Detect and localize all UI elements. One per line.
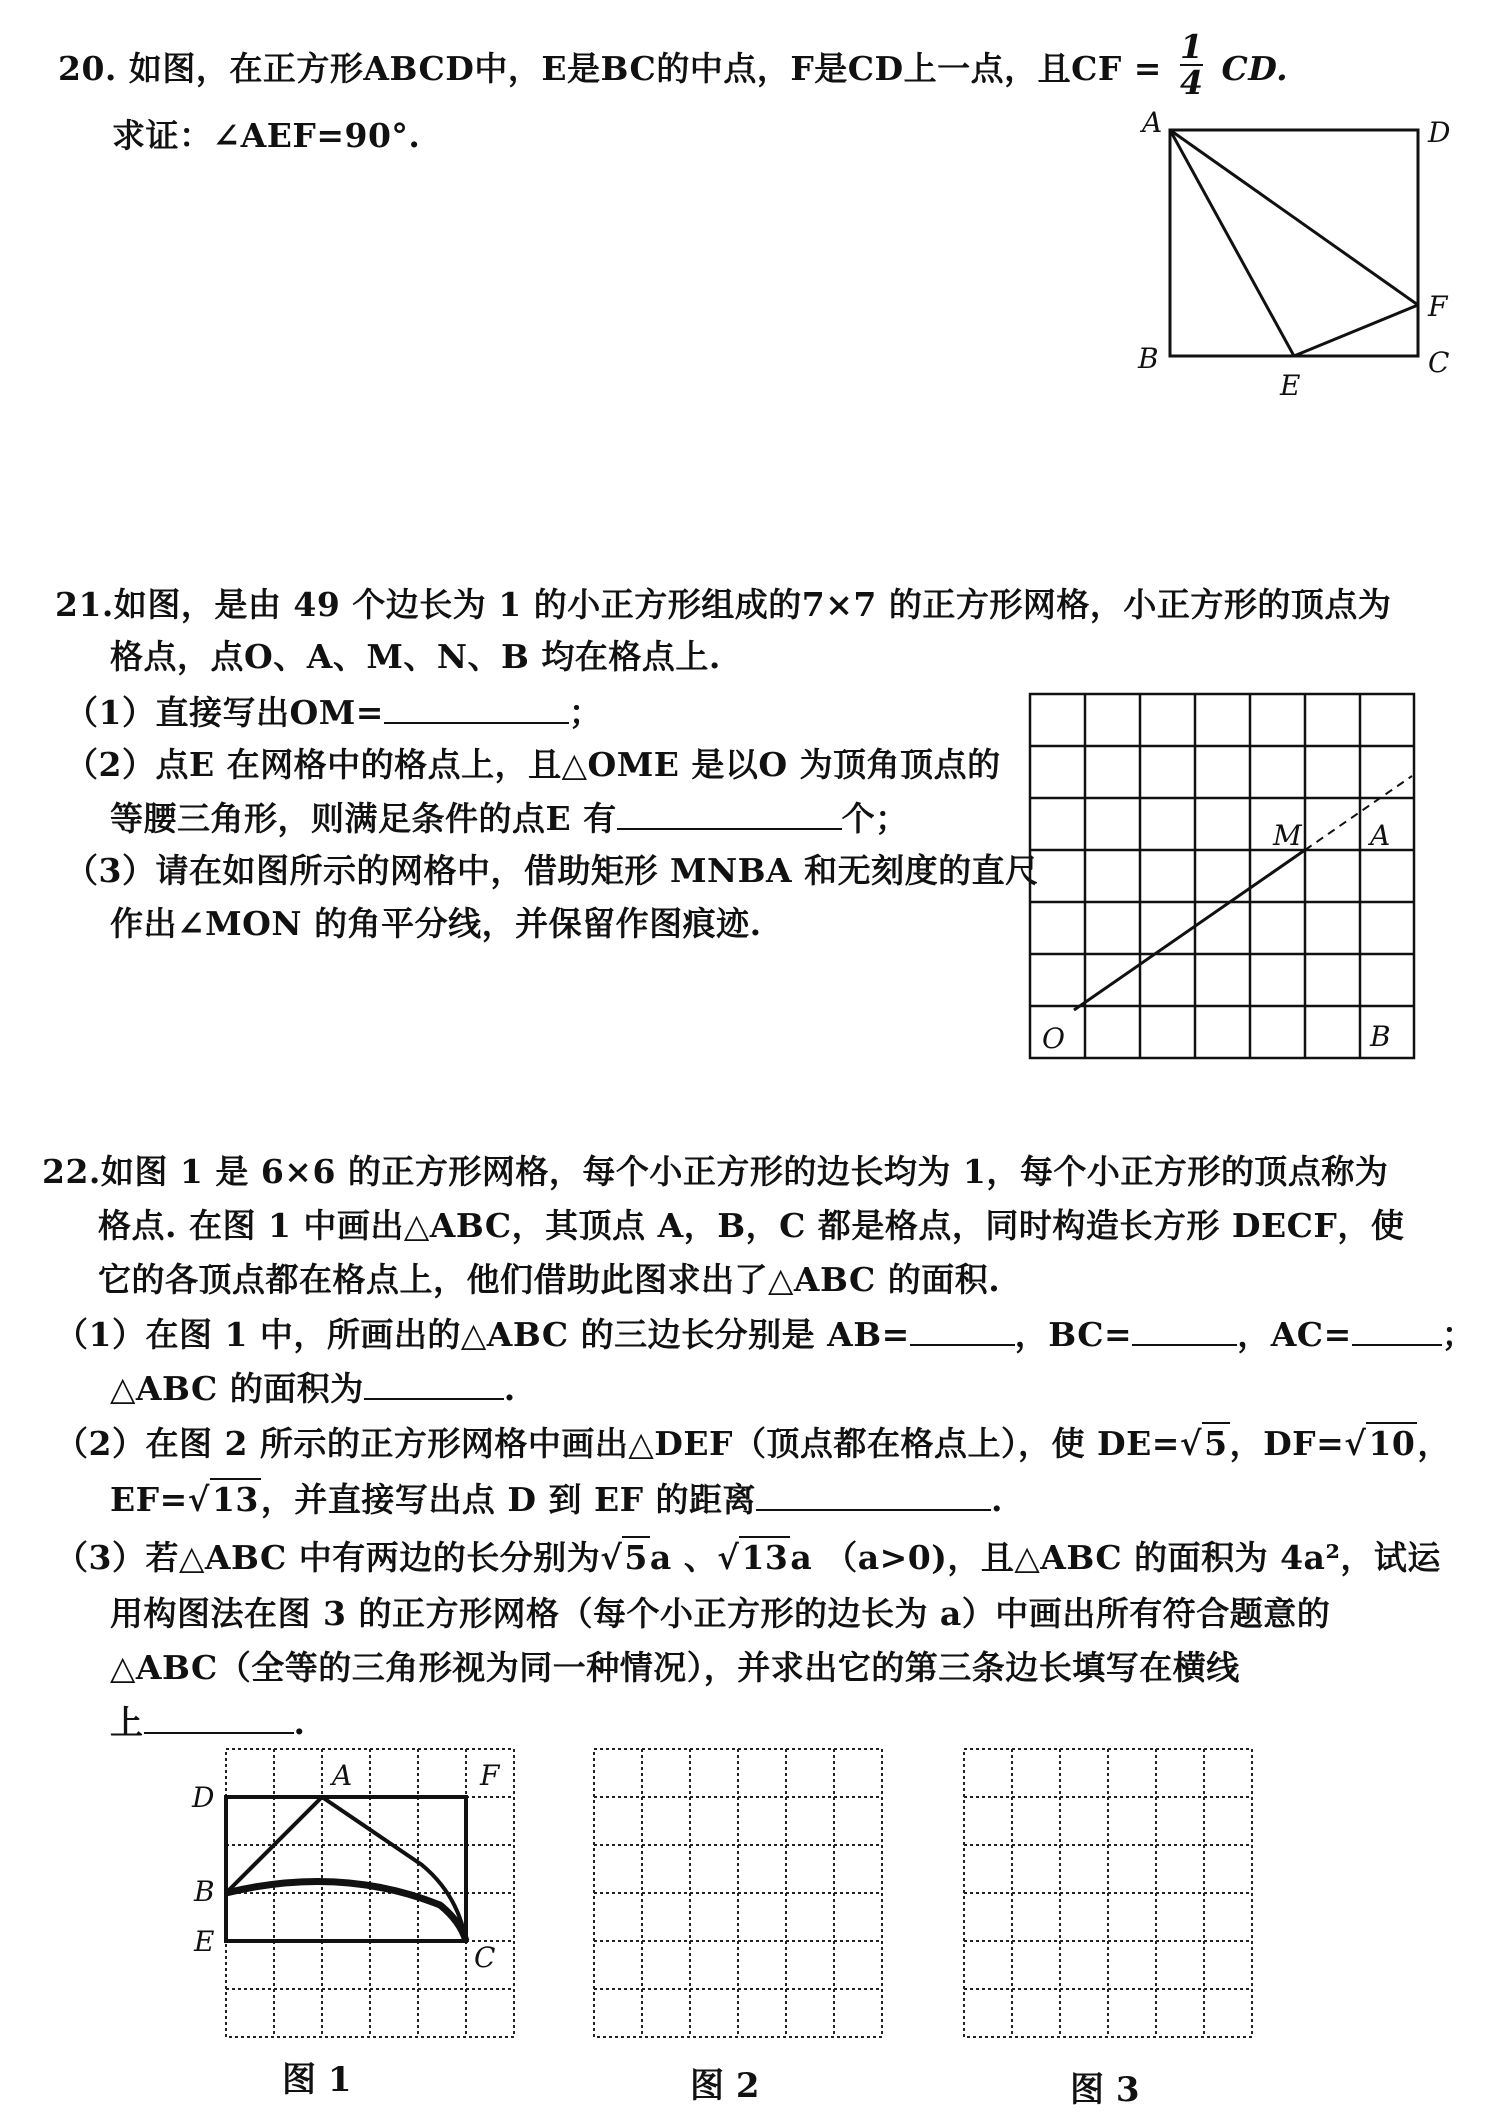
q22-part3-end-text: 上 bbox=[110, 1703, 144, 1742]
q22-part1-ab-text: （1）在图 1 中，所画出的△ABC 的三边长分别是 AB= bbox=[55, 1315, 910, 1354]
q20-label-d: D bbox=[1428, 116, 1451, 149]
q20-statement bbox=[58, 27, 1289, 106]
q22-fig1-label-b: B bbox=[194, 1875, 215, 1908]
q20-fraction-denominator: 4 bbox=[1179, 63, 1204, 102]
q22-part2-sqrt5: √5 bbox=[1179, 1424, 1228, 1463]
q22-line1: 22.如图 1 是 6×6 的正方形网格，每个小正方形的边长均为 1，每个小正方形的顶点称为 bbox=[42, 1152, 1389, 1191]
q20-label-a: A bbox=[1142, 110, 1163, 139]
q22-part1-line2 bbox=[110, 1368, 516, 1409]
q22-part2-end: . bbox=[991, 1480, 1004, 1519]
q22-fig1-label-f: F bbox=[480, 1759, 500, 1792]
q22-fig1-label-e: E bbox=[194, 1925, 215, 1958]
q22-part3-end: . bbox=[293, 1703, 306, 1742]
q22-figure-2 bbox=[590, 1745, 890, 2045]
q20-square bbox=[1170, 130, 1418, 356]
q22-part2-line1 bbox=[55, 1424, 1451, 1464]
q20-label-e: E bbox=[1280, 369, 1301, 402]
q22-fig1-label-d: D bbox=[192, 1781, 215, 1814]
q22-fig1-segment-ac bbox=[322, 1797, 466, 1941]
q21-part2-line2 bbox=[110, 798, 909, 839]
q22-part1-line1 bbox=[55, 1314, 1475, 1355]
q22-part1-end: ； bbox=[1441, 1315, 1476, 1354]
q22-fig1-rectangle-decf bbox=[226, 1797, 466, 1941]
q22-part2-text-c: ， bbox=[1417, 1424, 1451, 1463]
q22-fig1-segment-bc bbox=[226, 1881, 466, 1941]
q21-label-o: O bbox=[1042, 1022, 1065, 1055]
q22-part1-bc-text: ，BC= bbox=[1014, 1315, 1133, 1354]
q20-label-b: B bbox=[1138, 342, 1159, 375]
q21-part3-line2: 作出∠MON 的角平分线，并保留作图痕迹. bbox=[110, 904, 762, 943]
q21-grid-border bbox=[1030, 694, 1414, 1058]
q21-part2-line1: （2）点E 在网格中的格点上，且△OME 是以O 为顶角顶点的 bbox=[65, 745, 1001, 784]
q22-part1-ac-blank[interactable] bbox=[1352, 1314, 1442, 1346]
q20-text-tail: CD. bbox=[1221, 49, 1289, 88]
q21-line2: 格点，点O、A、M、N、B 均在格点上. bbox=[110, 637, 721, 676]
q22-part1-area-end: . bbox=[503, 1369, 516, 1408]
q20-segment-ae bbox=[1170, 130, 1294, 356]
q20-fraction-numerator: 1 bbox=[1179, 27, 1204, 66]
q22-part2-ef-text: EF= bbox=[110, 1480, 188, 1519]
q21-part1-blank[interactable] bbox=[384, 692, 569, 724]
q22-fig1-label-c: C bbox=[474, 1941, 496, 1974]
q20-segment-af bbox=[1170, 130, 1418, 305]
q21-label-m: M bbox=[1273, 819, 1302, 852]
q22-part1-bc-blank[interactable] bbox=[1132, 1314, 1237, 1346]
q22-part3-sqrt5: √5 bbox=[600, 1538, 648, 1577]
q22-part3-text-a: （3）若△ABC 中有两边的长分别为 bbox=[55, 1538, 601, 1577]
q20-prove: 求证：∠AEF=90°. bbox=[112, 116, 421, 155]
q20-square-figure bbox=[1130, 110, 1460, 410]
q21-part1-text: （1）直接写出OM= bbox=[65, 693, 384, 732]
q20-fraction bbox=[1179, 27, 1204, 102]
q22-figure-2-caption: 图 2 bbox=[690, 2066, 760, 2106]
q21-part2-blank[interactable] bbox=[617, 798, 842, 830]
q22-part3-text-c: a （a>0)，且△ABC 的面积为 4a²，试运 bbox=[790, 1538, 1441, 1577]
q22-figure-3 bbox=[960, 1745, 1260, 2045]
q21-ray-om bbox=[1074, 850, 1305, 1010]
q22-part2-distance-blank[interactable] bbox=[756, 1479, 991, 1511]
q22-line2: 格点. 在图 1 中画出△ABC，其顶点 A，B，C 都是格点，同时构造长方形 DECF，使 bbox=[98, 1206, 1405, 1245]
q22-part2-text-a: （2）在图 2 所示的正方形网格中画出△DEF（顶点都在格点上），使 DE= bbox=[55, 1424, 1180, 1463]
q22-figure-1-caption: 图 1 bbox=[282, 2060, 352, 2100]
q22-part3-line1 bbox=[55, 1538, 1441, 1578]
q22-part1-ac-text: ，AC= bbox=[1237, 1315, 1352, 1354]
q21-line1: 21.如图，是由 49 个边长为 1 的小正方形组成的7×7 的正方形网格，小正方形的顶点为 bbox=[55, 585, 1392, 624]
q22-part2-line2 bbox=[110, 1479, 1003, 1520]
q22-figure-3-caption: 图 3 bbox=[1070, 2070, 1140, 2110]
q21-part2-end: 个； bbox=[841, 799, 909, 838]
q22-line3: 它的各顶点都在格点上，他们借助此图求出了△ABC 的面积. bbox=[98, 1260, 1001, 1299]
q21-ray-extension bbox=[1305, 776, 1412, 850]
q22-part2-distance-text: ，并直接写出点 D 到 EF 的距离 bbox=[260, 1480, 757, 1519]
q22-part3-line4 bbox=[110, 1702, 306, 1743]
q22-part3-blank[interactable] bbox=[144, 1702, 294, 1734]
q21-grid-figure bbox=[1020, 690, 1460, 1070]
q20-segment-ef bbox=[1294, 305, 1418, 356]
q21-label-a: A bbox=[1370, 819, 1391, 852]
q22-part3-line2: 用构图法在图 3 的正方形网格（每个小正方形的边长为 a）中画出所有符合题意的 bbox=[110, 1594, 1331, 1633]
q22-part2-sqrt13: √13 bbox=[187, 1480, 259, 1519]
q22-part1-ab-blank[interactable] bbox=[910, 1314, 1015, 1346]
q22-fig1-label-a: A bbox=[332, 1759, 353, 1792]
q21-part1 bbox=[65, 692, 602, 733]
q22-figure-1 bbox=[190, 1745, 530, 2045]
q22-part1-area-text: △ABC 的面积为 bbox=[110, 1369, 364, 1408]
q21-part1-end: ； bbox=[568, 693, 603, 732]
q21-label-b: B bbox=[1370, 1020, 1391, 1053]
q21-part2-text: 等腰三角形，则满足条件的点E 有 bbox=[110, 799, 617, 838]
q22-part3-sqrt13: √13 bbox=[717, 1538, 789, 1577]
q22-part2-sqrt10: √10 bbox=[1344, 1424, 1416, 1463]
q22-part1-area-blank[interactable] bbox=[364, 1368, 504, 1400]
q22-part3-line3: △ABC（全等的三角形视为同一种情况），并求出它的第三条边长填写在横线 bbox=[110, 1648, 1240, 1687]
q20-label-c: C bbox=[1428, 346, 1450, 379]
q20-label-f: F bbox=[1428, 290, 1448, 323]
q22-part3-text-b: a 、 bbox=[649, 1538, 718, 1577]
q20-text: 20. 如图，在正方形ABCD中，E是BC的中点，F是CD上一点，且CF = bbox=[58, 49, 1162, 88]
q22-part2-text-b: ，DF= bbox=[1229, 1424, 1345, 1463]
q21-part3-line1: （3）请在如图所示的网格中，借助矩形 MNBA 和无刻度的直尺 bbox=[65, 851, 1039, 890]
